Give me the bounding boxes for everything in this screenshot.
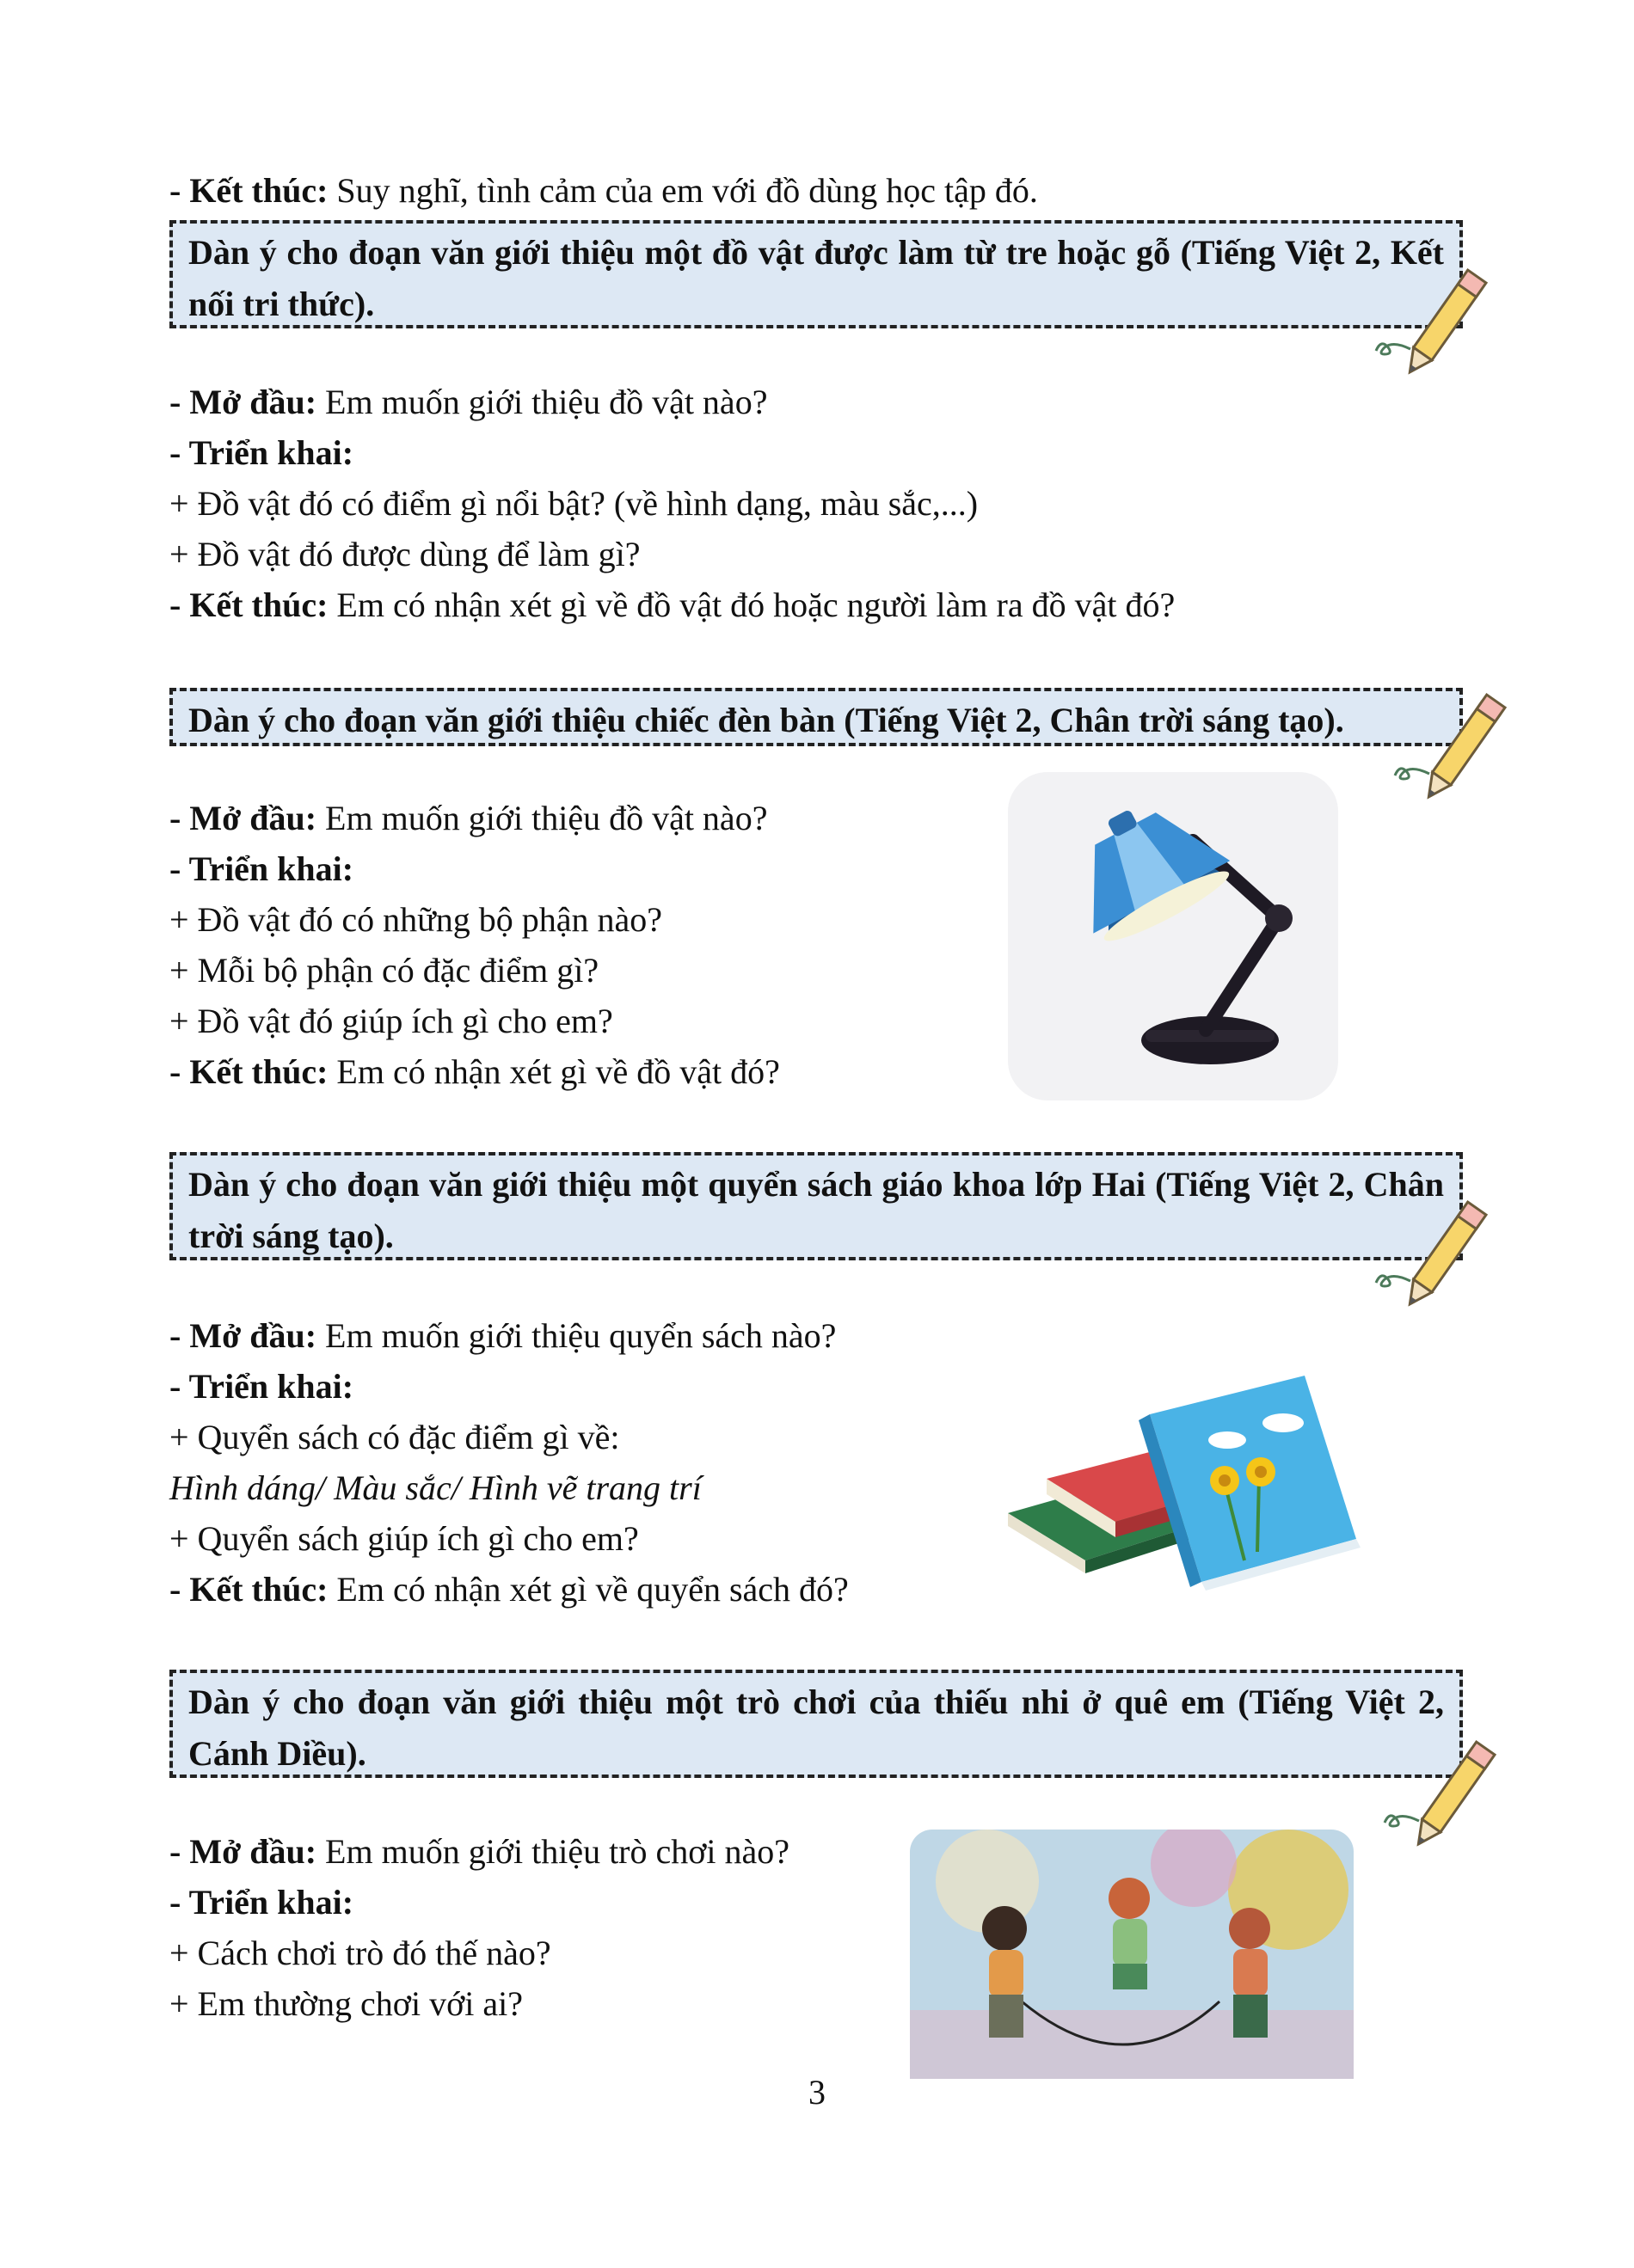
pencil-icon	[1376, 1726, 1514, 1847]
section-heading-wood: Dàn ý cho đoạn văn giới thiệu một đồ vật được làm từ tre hoặc gỗ (Tiếng Việt 2, Kết nối tri thức).	[169, 220, 1463, 328]
ending-label: - Kết thúc:	[169, 171, 329, 210]
list-item: + Đồ vật đó giúp ích gì cho em?	[169, 1002, 613, 1040]
list-item: + Em thường chơi với ai?	[169, 1984, 523, 2023]
section-heading-game: Dàn ý cho đoạn văn giới thiệu một trò chơi của thiếu nhi ở quê em (Tiếng Việt 2, Cánh Diều).	[169, 1670, 1463, 1778]
body-label: - Triển khai:	[169, 849, 354, 888]
close-line: - Kết thúc: Em có nhận xét gì về đồ vật đó hoặc người làm ra đồ vật đó?	[169, 585, 1176, 624]
open-line: - Mở đầu: Em muốn giới thiệu đồ vật nào?	[169, 799, 768, 837]
list-item: + Đồ vật đó có điểm gì nổi bật? (về hình dạng, màu sắc,...)	[169, 484, 979, 523]
ending-text: Suy nghĩ, tình cảm của em với đồ dùng học tập đó.	[328, 171, 1038, 210]
list-item: + Đồ vật đó có những bộ phận nào?	[169, 900, 663, 939]
pencil-icon	[1386, 679, 1524, 800]
desk-lamp-image	[1008, 772, 1338, 1100]
list-item-italic: Hình dáng/ Màu sắc/ Hình vẽ trang trí	[169, 1468, 702, 1507]
list-item: + Mỗi bộ phận có đặc điểm gì?	[169, 951, 599, 990]
books-image	[999, 1376, 1361, 1591]
jump-rope-image	[910, 1830, 1354, 2079]
list-item: + Đồ vật đó được dùng để làm gì?	[169, 535, 641, 573]
page-number: 3	[808, 2073, 826, 2112]
section-heading-book: Dàn ý cho đoạn văn giới thiệu một quyển sách giáo khoa lớp Hai (Tiếng Việt 2, Chân trời sáng tạo).	[169, 1152, 1463, 1260]
body-label: - Triển khai:	[169, 433, 354, 472]
body-label: - Triển khai:	[169, 1367, 354, 1406]
section-heading-lamp: Dàn ý cho đoạn văn giới thiệu chiếc đèn bàn (Tiếng Việt 2, Chân trời sáng tạo).	[169, 688, 1463, 746]
close-line: - Kết thúc: Em có nhận xét gì về đồ vật đó?	[169, 1052, 780, 1091]
open-line: - Mở đầu: Em muốn giới thiệu trò chơi nào?	[169, 1832, 790, 1871]
open-line: - Mở đầu: Em muốn giới thiệu quyển sách nào?	[169, 1316, 837, 1355]
list-item: + Cách chơi trò đó thế nào?	[169, 1934, 551, 1972]
intro-ending-line	[169, 170, 1038, 211]
open-line: - Mở đầu: Em muốn giới thiệu đồ vật nào?	[169, 383, 768, 421]
pencil-icon	[1367, 1186, 1505, 1307]
body-label: - Triển khai:	[169, 1883, 354, 1922]
list-item: + Quyển sách giúp ích gì cho em?	[169, 1519, 639, 1558]
list-item: + Quyển sách có đặc điểm gì về:	[169, 1418, 620, 1456]
pencil-icon	[1367, 254, 1505, 375]
close-line: - Kết thúc: Em có nhận xét gì về quyển sách đó?	[169, 1570, 849, 1609]
